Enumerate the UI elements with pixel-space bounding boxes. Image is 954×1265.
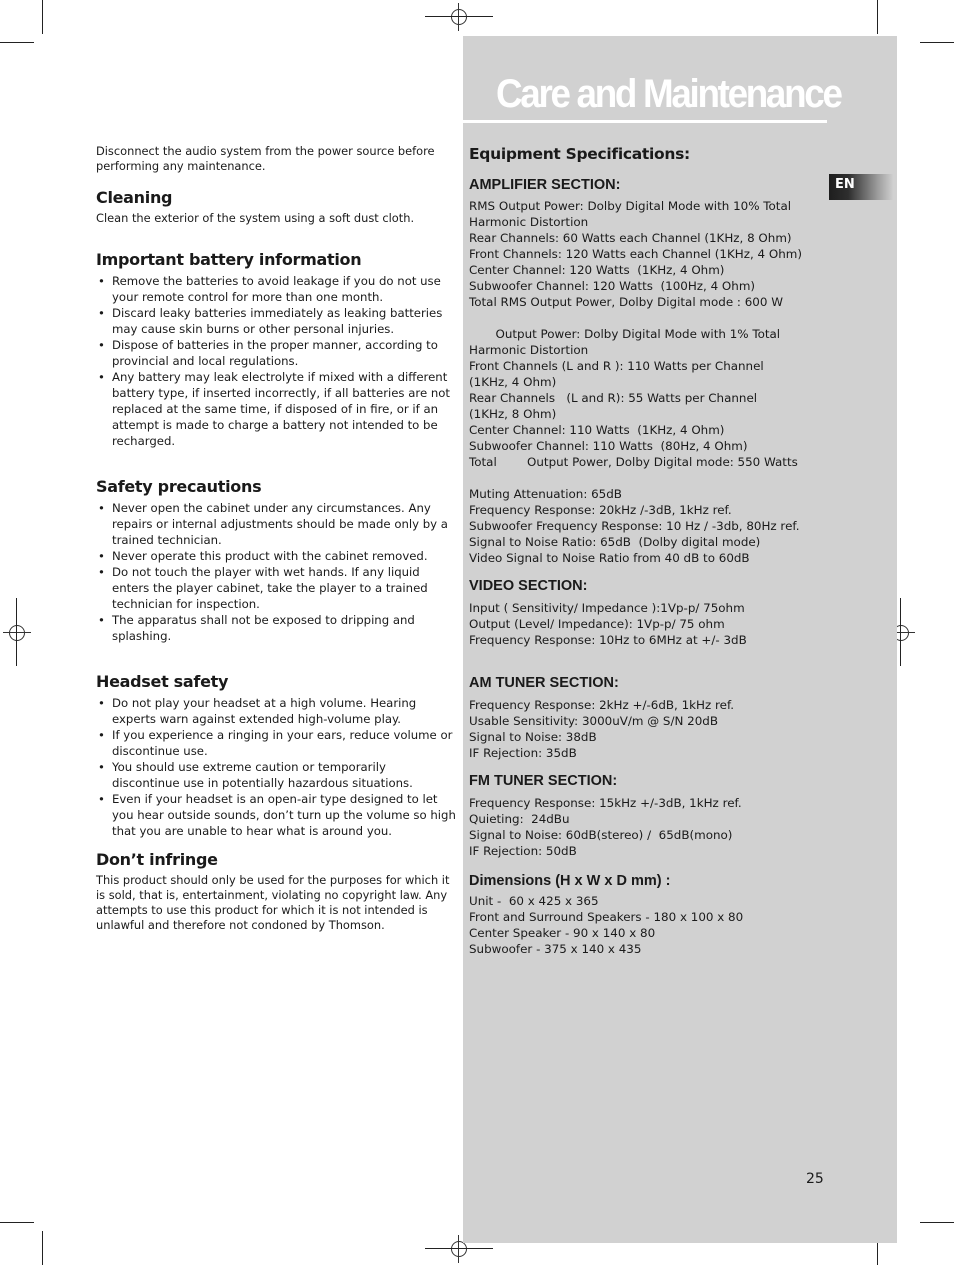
am-tuner-heading: AM TUNER SECTION: [469, 675, 619, 691]
spec-line: Harmonic Distortion [469, 343, 589, 357]
cleaning-heading: Cleaning [96, 188, 173, 207]
spec-line: Unit - 60 x 425 x 365 [469, 894, 599, 908]
safety-list [96, 500, 456, 644]
specifications-heading: Equipment Specifications: [469, 145, 690, 163]
title-underline [463, 120, 827, 123]
spec-line: (1KHz, 8 Ohm) [469, 407, 557, 421]
fm-tuner-specs [469, 795, 829, 859]
spec-line: Total Output Power, Dolby Digital mode: 550 Watts [469, 455, 798, 469]
spec-line: IF Rejection: 50dB [469, 844, 577, 858]
spec-line: Output (Level/ Impedance): 1Vp-p/ 75 ohm [469, 617, 725, 631]
headset-heading: Headset safety [96, 672, 229, 691]
video-heading: VIDEO SECTION: [469, 578, 588, 594]
list-item: • Discard leaky batteries immediately as leaking batteries may cause skin burns or other personal injuries. [96, 305, 456, 337]
spec-line: Output Power: Dolby Digital Mode with 1% Total [469, 327, 781, 341]
spec-line: Front and Surround Speakers - 180 x 100 x 80 [469, 910, 744, 924]
cleaning-text: Clean the exterior of the system using a soft dust cloth. [96, 211, 415, 225]
crop-mark [425, 16, 493, 17]
dimensions-heading: Dimensions (H x W x D mm) : [469, 873, 671, 889]
infringe-text: This product should only be used for the purposes for which it is sold, that is, entertainment, violating no copyright law. Any attempts to use this product for which it is not intended is unlawful and therefore not condoned by Thomson. [96, 873, 450, 932]
spec-line: Quieting: 24dBu [469, 812, 570, 826]
list-item: • If you experience a ringing in your ears, reduce volume or discontinue use. [96, 727, 456, 759]
list-item: • Never open the cabinet under any circumstances. Any repairs or internal adjustments should be made only by a trained technician. [96, 500, 456, 548]
list-item: • Remove the batteries to avoid leakage if you do not use your remote control for more than one month. [96, 273, 456, 305]
spec-line: Subwoofer Channel: 120 Watts (100Hz, 4 Ohm) [469, 279, 756, 293]
spec-line: Front Channels: 120 Watts each Channel (1KHz, 4 Ohm) [469, 247, 802, 261]
crop-mark [425, 1248, 493, 1249]
spec-line: Input ( Sensitivity/ Impedance ):1Vp-p/ 75ohm [469, 601, 745, 615]
spec-line: IF Rejection: 35dB [469, 746, 577, 760]
registration-mark [3, 619, 31, 647]
crop-mark [920, 42, 954, 43]
list-item: • The apparatus shall not be exposed to dripping and splashing. [96, 612, 456, 644]
spec-line: Frequency Response: 10Hz to 6MHz at +/- 3dB [469, 633, 747, 647]
spec-line: Rear Channels (L and R): 55 Watts per Channel [469, 391, 758, 405]
list-item: • Any battery may leak electrolyte if mixed with a different battery type, if inserted incorrectly, if all batteries are not replaced at the same time, if disposed of in fire, or if an attempt is made to charge a battery not intended to be recharged. [96, 369, 456, 449]
am-tuner-specs [469, 697, 829, 761]
spec-line: Total RMS Output Power, Dolby Digital mode : 600 W [469, 295, 783, 309]
amplifier-block-1 [469, 198, 829, 310]
battery-heading: Important battery information [96, 250, 362, 269]
amplifier-block-3 [469, 486, 829, 566]
spec-line: Center Channel: 110 Watts (1KHz, 4 Ohm) [469, 423, 725, 437]
registration-mark [445, 3, 473, 31]
fm-tuner-heading: FM TUNER SECTION: [469, 773, 618, 789]
spec-line: Subwoofer - 375 x 140 x 435 [469, 942, 642, 956]
safety-heading: Safety precautions [96, 477, 262, 496]
spec-line: Signal to Noise Ratio: 65dB (Dolby digital mode) [469, 535, 761, 549]
list-item: • Dispose of batteries in the proper manner, according to provincial and local regulations. [96, 337, 456, 369]
spec-line: Signal to Noise: 60dB(stereo) / 65dB(mono) [469, 828, 733, 842]
spec-line: RMS Output Power: Dolby Digital Mode with 10% Total [469, 199, 792, 213]
crop-mark [900, 598, 901, 666]
amplifier-heading: AMPLIFIER SECTION: [469, 177, 621, 193]
dimensions-specs [469, 893, 829, 957]
list-item: • Do not play your headset at a high volume. Hearing experts warn against extended high-volume play. [96, 695, 456, 727]
spec-line: Frequency Response: 20kHz /-3dB, 1kHz ref. [469, 503, 732, 517]
spec-line: Rear Channels: 60 Watts each Channel (1KHz, 8 Ohm) [469, 231, 792, 245]
amplifier-block-2 [469, 326, 829, 470]
page-title: Care and Maintenance [496, 72, 841, 116]
specifications-column [469, 143, 829, 957]
page-number: 25 [806, 1171, 824, 1187]
spec-line: Subwoofer Channel: 110 Watts (80Hz, 4 Ohm) [469, 439, 748, 453]
crop-mark [42, 1231, 43, 1265]
spec-line: Usable Sensitivity: 3000uV/m @ S/N 20dB [469, 714, 718, 728]
list-item: • You should use extreme caution or temporarily discontinue use in potentially hazardous situations. [96, 759, 456, 791]
list-item: • Do not touch the player with wet hands. If any liquid enters the player cabinet, take the player to a trained technician for inspection. [96, 564, 456, 612]
maintenance-column [96, 144, 456, 933]
crop-mark [0, 1222, 34, 1223]
list-item: • Even if your headset is an open-air type designed to let you hear outside sounds, don’t turn up the volume so high that you are unable to hear what is around you. [96, 791, 456, 839]
list-item: • Never operate this product with the cabinet removed. [96, 548, 456, 564]
language-tab [829, 174, 893, 200]
spec-line: (1KHz, 4 Ohm) [469, 375, 557, 389]
language-tab-label: EN [835, 177, 855, 192]
crop-mark [877, 0, 878, 34]
spec-line: Frequency Response: 15kHz +/-3dB, 1kHz ref. [469, 796, 742, 810]
crop-mark [0, 42, 34, 43]
crop-mark [920, 1222, 954, 1223]
spec-line: Muting Attenuation: 65dB [469, 487, 622, 501]
spec-line: Harmonic Distortion [469, 215, 589, 229]
spec-line: Frequency Response: 2kHz +/-6dB, 1kHz ref. [469, 698, 735, 712]
infringe-heading: Don’t infringe [96, 850, 218, 869]
spec-line: Center Channel: 120 Watts (1KHz, 4 Ohm) [469, 263, 725, 277]
battery-list [96, 273, 456, 449]
spec-line: Subwoofer Frequency Response: 10 Hz / -3db, 80Hz ref. [469, 519, 800, 533]
spec-line: Front Channels (L and R ): 110 Watts per Channel [469, 359, 764, 373]
spec-line: Signal to Noise: 38dB [469, 730, 597, 744]
crop-mark [42, 0, 43, 34]
crop-mark [16, 598, 17, 666]
video-specs [469, 600, 829, 648]
spec-line: Center Speaker - 90 x 140 x 80 [469, 926, 656, 940]
headset-list [96, 695, 456, 839]
spec-line: Video Signal to Noise Ratio from 40 dB to 60dB [469, 551, 750, 565]
intro-text: Disconnect the audio system from the power source before performing any maintenance. [96, 144, 435, 173]
